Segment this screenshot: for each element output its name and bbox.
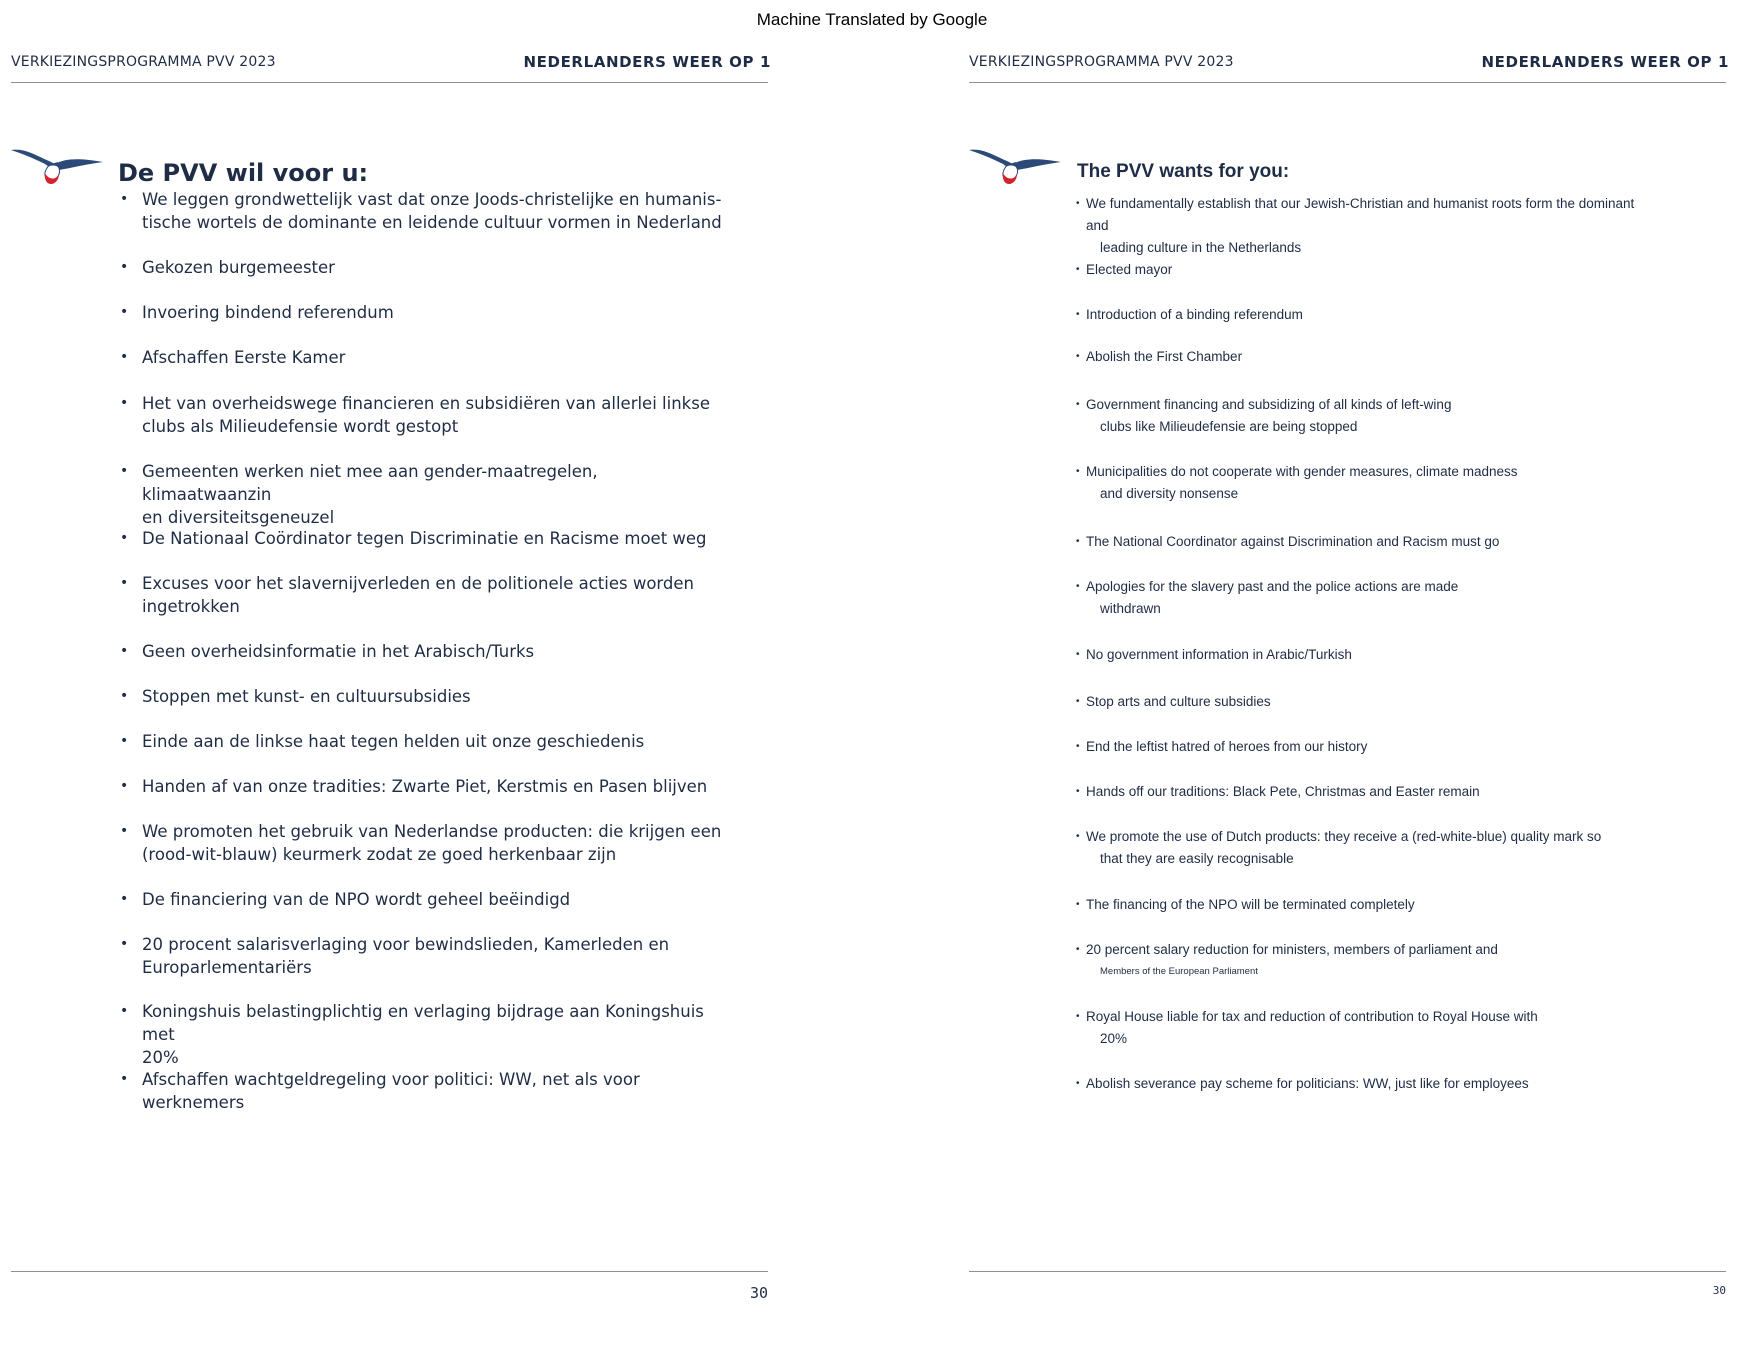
list-item — [118, 775, 758, 798]
list-item-text: Het van overheidswege financieren en subsidiëren van allerlei linkse clubs als Milieudefensie wordt gestopt — [142, 394, 710, 436]
list-item-text: No government information in Arabic/Turkish — [1086, 647, 1352, 662]
page-title: De PVV wil voor u: — [118, 159, 369, 187]
bullet-icon: • — [1076, 649, 1080, 660]
bullet-icon: • — [1076, 581, 1080, 592]
list-item — [118, 572, 758, 618]
bullet-icon: • — [1076, 741, 1080, 752]
list-item-text: We promote the use of Dutch products: they receive a (red-white-blue) quality mark so — [1086, 829, 1602, 844]
page-number: 30 — [1712, 1284, 1726, 1297]
list-item-text: Einde aan de linkse haat tegen helden uit onze geschiedenis — [142, 732, 645, 751]
bullet-icon: • — [1076, 1011, 1080, 1022]
list-item-continuation: clubs like Milieudefensie are being stopped — [1100, 419, 1358, 434]
list-item — [118, 730, 758, 753]
seagull-logo-icon — [969, 142, 1061, 186]
list-item — [118, 640, 758, 663]
list-item-text: Stoppen met kunst- en cultuursubsidies — [142, 687, 471, 706]
list-item — [118, 1068, 758, 1114]
list-item-text: Koningshuis belastingplichtig en verlaging bijdrage aan Koningshuis met 20% — [142, 1002, 704, 1067]
list-item-continuation: and diversity nonsense — [1100, 486, 1239, 501]
list-item-text: Hands off our traditions: Black Pete, Christmas and Easter remain — [1086, 784, 1480, 799]
list-item-text: Invoering bindend referendum — [142, 303, 394, 322]
list-item-continuation: withdrawn — [1100, 601, 1161, 616]
right-page — [969, 0, 1729, 1350]
list-item — [118, 888, 758, 911]
bullet-icon: • — [1076, 309, 1080, 320]
bullet-icon: • — [1076, 198, 1080, 209]
bullet-icon: • — [1076, 899, 1080, 910]
header-program-title: VERKIEZINGSPROGRAMMA PVV 2023 — [11, 54, 276, 70]
footer-divider — [11, 1271, 768, 1272]
bullet-icon: • — [1076, 351, 1080, 362]
list-item-text: The National Coordinator against Discrimination and Racism must go — [1086, 534, 1500, 549]
list-item-text: Stop arts and culture subsidies — [1086, 694, 1271, 709]
list-item — [118, 820, 758, 866]
bullet-icon: • — [120, 304, 129, 320]
list-item-text: Afschaffen Eerste Kamer — [142, 348, 346, 367]
list-item — [118, 392, 758, 438]
list-item-text: Geen overheidsinformatie in het Arabisch/Turks — [142, 642, 535, 661]
list-item — [118, 685, 758, 708]
list-item-continuation: 20% — [1100, 1031, 1128, 1046]
bullet-icon: • — [120, 530, 129, 546]
list-item-text: De financiering van de NPO wordt geheel beëindigd — [142, 890, 571, 909]
list-item-text: Handen af van onze tradities: Zwarte Piet, Kerstmis en Pasen blijven — [142, 777, 708, 796]
header-slogan: NEDERLANDERS WEER OP 1 — [1481, 53, 1729, 71]
seagull-logo-icon — [11, 142, 103, 186]
bullet-icon: • — [120, 891, 129, 907]
bullet-icon: • — [120, 191, 129, 207]
list-item — [118, 346, 758, 369]
bullet-icon: • — [120, 936, 129, 952]
bullet-icon: • — [1076, 944, 1080, 955]
bullet-icon: • — [120, 463, 129, 479]
bullet-icon: • — [120, 1071, 129, 1087]
header-program-title: VERKIEZINGSPROGRAMMA PVV 2023 — [969, 54, 1234, 70]
bullet-icon: • — [120, 643, 129, 659]
list-item-text: Abolish the First Chamber — [1086, 349, 1243, 364]
list-item — [118, 301, 758, 324]
list-item-text: Afschaffen wachtgeldregeling voor politici: WW, net als voor werknemers — [142, 1070, 640, 1112]
list-item-text: Royal House liable for tax and reduction of contribution to Royal House with — [1086, 1009, 1538, 1024]
list-item-text: Government financing and subsidizing of all kinds of left-wing — [1086, 397, 1452, 412]
bullet-icon: • — [1076, 1078, 1080, 1089]
list-item-text: De Nationaal Coördinator tegen Discriminatie en Racisme moet weg — [142, 529, 707, 548]
list-item-text: 20 percent salary reduction for ministers, members of parliament and — [1086, 942, 1498, 957]
bullet-icon: • — [1076, 831, 1080, 842]
bullet-icon: • — [1076, 399, 1080, 410]
list-item-continuation: leading culture in the Netherlands — [1100, 240, 1302, 255]
list-item-text: Elected mayor — [1086, 262, 1173, 277]
list-item-text: Gekozen burgemeester — [142, 258, 335, 277]
bullet-icon: • — [120, 823, 129, 839]
list-item-text: We leggen grondwettelijk vast dat onze Joods-christelijke en humanis- tische wortels de dominante en leidende cultuur vormen in Nederland — [142, 190, 722, 232]
list-item-continuation: Members of the European Parliament — [1100, 966, 1258, 977]
list-item-text: Gemeenten werken niet mee aan gender-maatregelen, klimaatwaanzin en diversiteitsgeneuzel — [142, 462, 598, 527]
page-title: The PVV wants for you: — [1077, 161, 1290, 182]
header-slogan: NEDERLANDERS WEER OP 1 — [523, 53, 771, 71]
list-item-text: 20 procent salarisverlaging voor bewindslieden, Kamerleden en Europarlementariërs — [142, 935, 670, 977]
bullet-icon: • — [1076, 466, 1080, 477]
list-item-text: Abolish severance pay scheme for politicians: WW, just like for employees — [1086, 1076, 1529, 1091]
bullet-icon: • — [1076, 696, 1080, 707]
list-item — [118, 933, 758, 979]
bullet-icon: • — [120, 259, 129, 275]
bullet-icon: • — [120, 1003, 129, 1019]
list-item-text: Excuses voor het slavernijverleden en de politionele acties worden ingetrokken — [142, 574, 695, 616]
list-item-text: We promoten het gebruik van Nederlandse producten: die krijgen een (rood-wit-blauw) keurmerk zodat ze goed herkenbaar zijn — [142, 822, 722, 864]
list-item-text: The financing of the NPO will be terminated completely — [1086, 897, 1415, 912]
list-item — [118, 527, 758, 550]
bullet-icon: • — [120, 349, 129, 365]
header-divider — [969, 82, 1726, 83]
bullet-icon: • — [120, 778, 129, 794]
bullet-icon: • — [120, 575, 129, 591]
list-item-text: Introduction of a binding referendum — [1086, 307, 1303, 322]
header-divider — [11, 82, 768, 83]
footer-divider — [969, 1271, 1726, 1272]
list-item-text: End the leftist hatred of heroes from our history — [1086, 739, 1368, 754]
list-item-continuation: that they are easily recognisable — [1100, 851, 1294, 866]
list-item — [118, 188, 758, 234]
list-item-text: Municipalities do not cooperate with gender measures, climate madness — [1086, 464, 1518, 479]
bullet-icon: • — [120, 688, 129, 704]
list-item — [118, 256, 758, 279]
list-item-text: Apologies for the slavery past and the police actions are made — [1086, 579, 1459, 594]
list-item-text: We fundamentally establish that our Jewish-Christian and humanist roots form the dominant and — [1086, 196, 1635, 233]
list-item — [118, 1000, 758, 1069]
left-page — [11, 0, 771, 1350]
bullet-icon: • — [120, 395, 129, 411]
machine-translation-banner: Machine Translated by Google — [756, 10, 988, 29]
page-number: 30 — [749, 1284, 768, 1302]
bullet-icon: • — [1076, 264, 1080, 275]
bullet-icon: • — [1076, 786, 1080, 797]
list-item — [118, 460, 758, 529]
bullet-icon: • — [1076, 536, 1080, 547]
bullet-icon: • — [120, 733, 129, 749]
